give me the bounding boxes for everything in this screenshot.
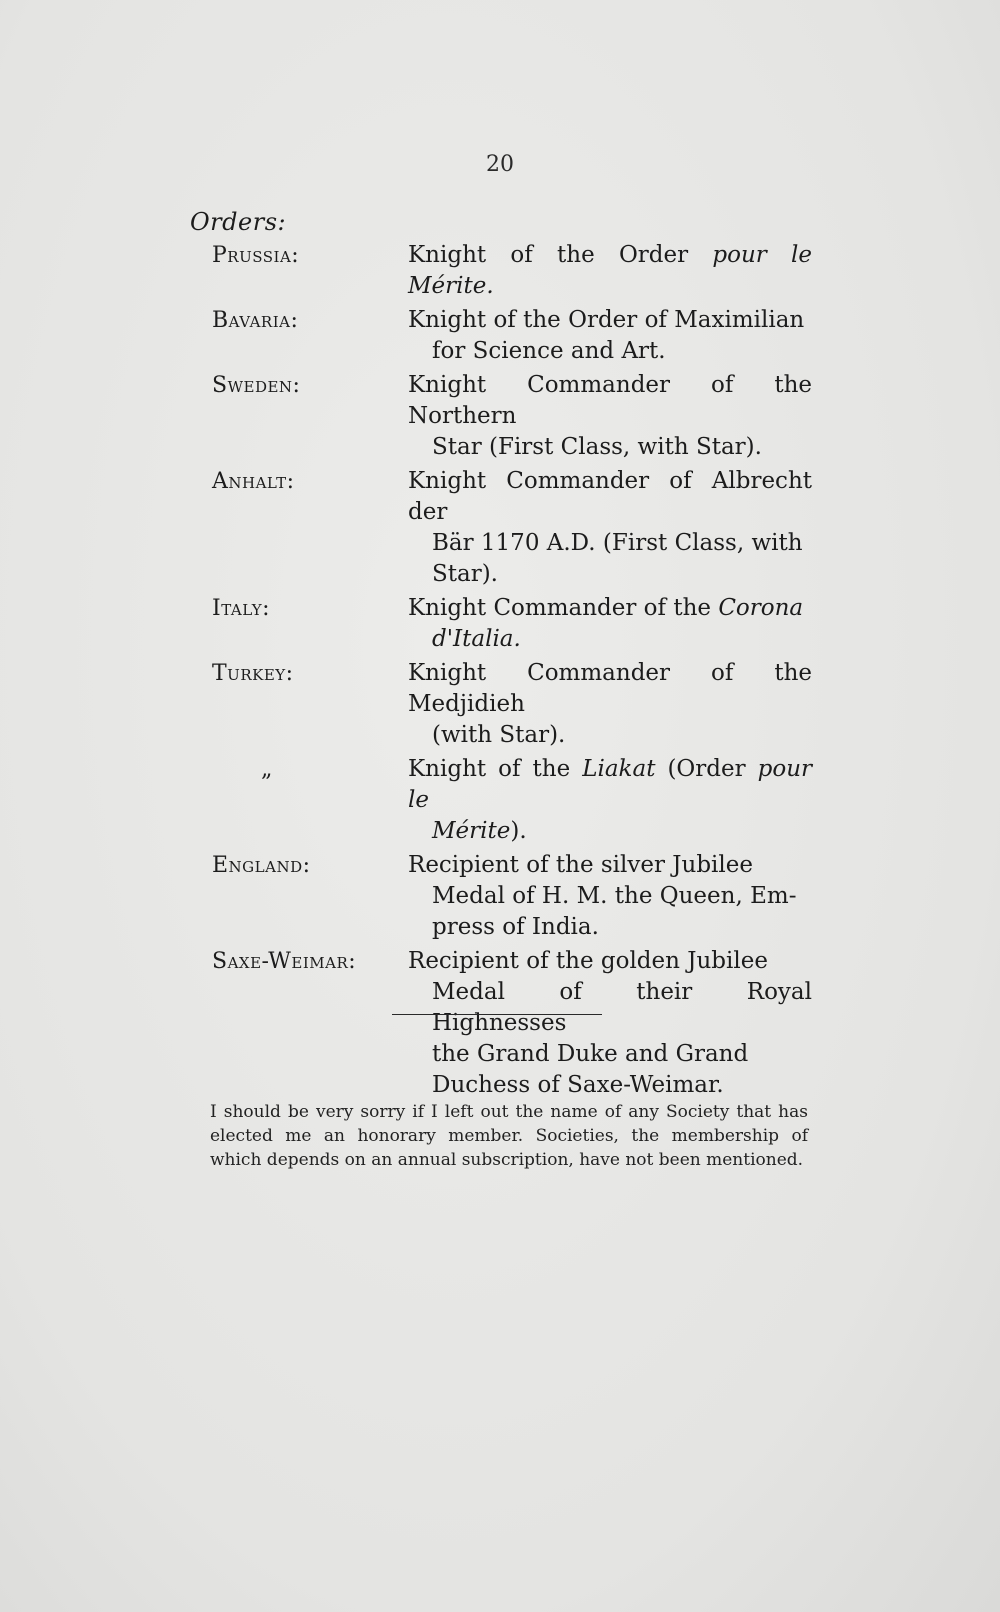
order-text-cont: Medal of H. M. the Queen, Em- xyxy=(432,883,797,909)
section-divider xyxy=(392,1014,602,1015)
order-text-cont: press of India. xyxy=(432,914,599,940)
order-description xyxy=(408,305,812,367)
order-description xyxy=(408,754,812,847)
order-text-cont: Bär 1170 A.D. (First Class, with xyxy=(432,530,803,556)
order-text: Recipient of the golden Jubilee xyxy=(408,948,768,974)
order-text: Knight Commander of the Northern xyxy=(408,372,812,429)
order-text-cont: (with Star). xyxy=(432,722,566,748)
order-row xyxy=(212,850,812,943)
order-description xyxy=(408,466,812,590)
order-text-cont: Mérite xyxy=(432,818,511,844)
order-country: Bavaria: xyxy=(212,308,299,333)
order-row xyxy=(212,466,812,590)
order-text-cont: the Grand Duke and Grand xyxy=(432,1041,749,1067)
order-row xyxy=(212,593,812,655)
order-text-cont: d'Italia. xyxy=(432,626,521,652)
order-country: Anhalt: xyxy=(212,469,295,494)
order-description xyxy=(408,946,812,1101)
order-text-cont: Star (First Class, with Star). xyxy=(432,434,762,460)
order-description xyxy=(408,593,812,655)
order-text: Knight of the Order xyxy=(408,242,713,268)
order-country: England: xyxy=(212,853,311,878)
order-text-cont: Duchess of Saxe-Weimar. xyxy=(432,1072,724,1098)
order-row xyxy=(212,240,812,302)
order-text: Knight Commander of Albrecht der xyxy=(408,468,812,525)
order-text: Knight Commander of the xyxy=(408,595,719,621)
order-text-italic: Liakat xyxy=(582,756,656,782)
order-row xyxy=(212,946,812,1101)
orders-list xyxy=(212,240,812,1104)
order-row xyxy=(212,370,812,463)
order-text: Knight of the xyxy=(408,756,583,782)
order-text-italic: pour le Mérite. xyxy=(408,242,812,299)
order-text: (Order xyxy=(655,756,758,782)
order-text-cont: for Science and Art. xyxy=(432,338,666,364)
order-row xyxy=(212,754,812,847)
order-row xyxy=(212,658,812,751)
order-text: Knight of the Order of Maximilian xyxy=(408,307,805,333)
order-text-italic: Corona xyxy=(718,595,804,621)
order-text-cont: Star). xyxy=(432,561,498,587)
order-text: Recipient of the silver Jubilee xyxy=(408,852,753,878)
footnote: I should be very sorry if I left out the name of any Society that has elected me an honorary member. Societies, the membership of which depends on an annual subscription, have not been mentioned. xyxy=(210,1102,808,1170)
section-heading: Orders: xyxy=(190,208,287,236)
order-text-italic: pour le xyxy=(408,756,813,813)
order-description xyxy=(408,240,812,302)
order-text-cont: Medal of their Royal Highnesses xyxy=(432,979,812,1036)
order-country: Turkey: xyxy=(212,661,294,686)
order-description xyxy=(408,850,812,943)
order-country: Prussia: xyxy=(212,243,300,268)
order-country: Saxe-Weimar: xyxy=(212,949,357,974)
order-description xyxy=(408,370,812,463)
order-text: Knight Commander of the Medjidieh xyxy=(408,660,812,717)
order-row xyxy=(212,305,812,367)
order-text-cont: ). xyxy=(510,818,527,844)
ditto-mark: „ xyxy=(261,757,273,782)
order-description xyxy=(408,658,812,751)
order-country: Italy: xyxy=(212,596,271,621)
order-country: Sweden: xyxy=(212,373,301,398)
page-number: 20 xyxy=(486,152,514,177)
